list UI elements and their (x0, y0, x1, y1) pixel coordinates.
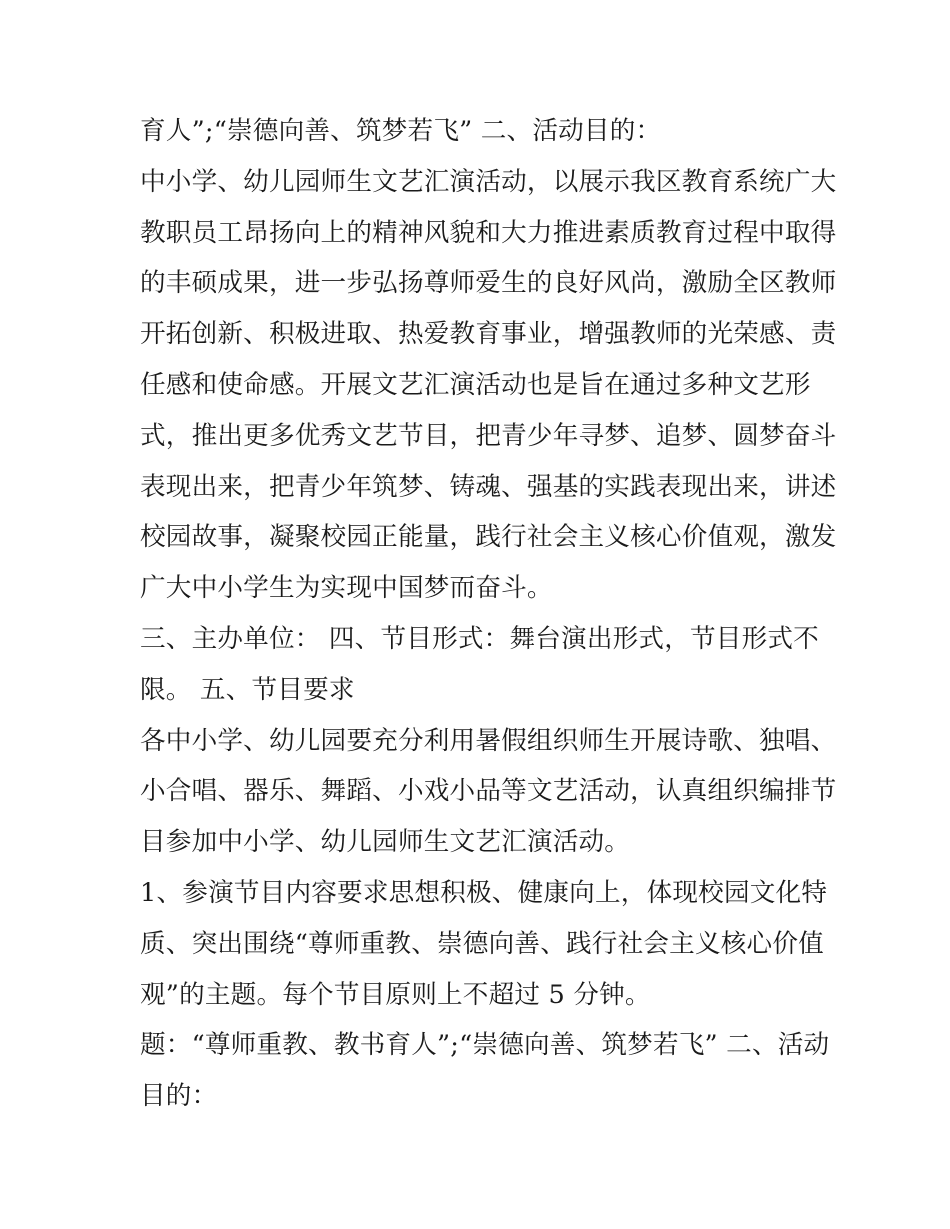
text-line: 三、主办单位： 四、节目形式：舞台演出形式，节目形式不 (140, 623, 819, 654)
text-line: 表现出来，把青少年筑梦、铸魂、强基的实践表现出来，讲述 (140, 471, 837, 502)
text-line: 教职员工昂扬向上的精神风貌和大力推进素质教育过程中取得 (140, 217, 837, 248)
text-line: 广大中小学生为实现中国梦而奋斗。 (140, 573, 553, 604)
text-line: 目的： (140, 1081, 218, 1112)
text-line: 目参加中小学、幼儿园师生文艺汇演活动。 (140, 827, 631, 858)
text-line: 各中小学、幼儿园要充分利用暑假组织师生开展诗歌、独唱、 (140, 725, 837, 756)
text-line: 观”的主题。每个节目原则上不超过 5 分钟。 (140, 979, 651, 1010)
text-line: 中小学、幼儿园师生文艺汇演活动，以展示我区教育系统广大 (140, 166, 837, 197)
text-line: 限。 五、节目要求 (140, 674, 355, 705)
text-line: 育人”;“崇德向善、筑梦若飞” 二、活动目的： (140, 116, 662, 146)
text-line: 题：“尊师重教、教书育人”;“崇德向善、筑梦若飞” 二、活动 (140, 1030, 830, 1061)
text-line: 的丰硕成果，进一步弘扬尊师爱生的良好风尚，激励全区教师 (140, 268, 837, 299)
text-line: 任感和使命感。开展文艺汇演活动也是旨在通过多种文艺形 (140, 369, 811, 400)
text-line: 校园故事，凝聚校园正能量，践行社会主义核心价值观，激发 (140, 522, 837, 553)
text-line: 开拓创新、积极进取、热爱教育事业，增强教师的光荣感、责 (140, 319, 837, 350)
document-page (140, 113, 840, 1129)
text-line: 小合唱、器乐、舞蹈、小戏小品等文艺活动，认真组织编排节 (140, 776, 837, 807)
text-line: 1、参演节目内容要求思想积极、健康向上，体现校园文化特 (140, 877, 828, 908)
text-line: 式，推出更多优秀文艺节目，把青少年寻梦、追梦、圆梦奋斗 (140, 420, 837, 451)
text-line: 质、突出围绕“尊师重教、崇德向善、践行社会主义核心价值 (140, 928, 824, 959)
